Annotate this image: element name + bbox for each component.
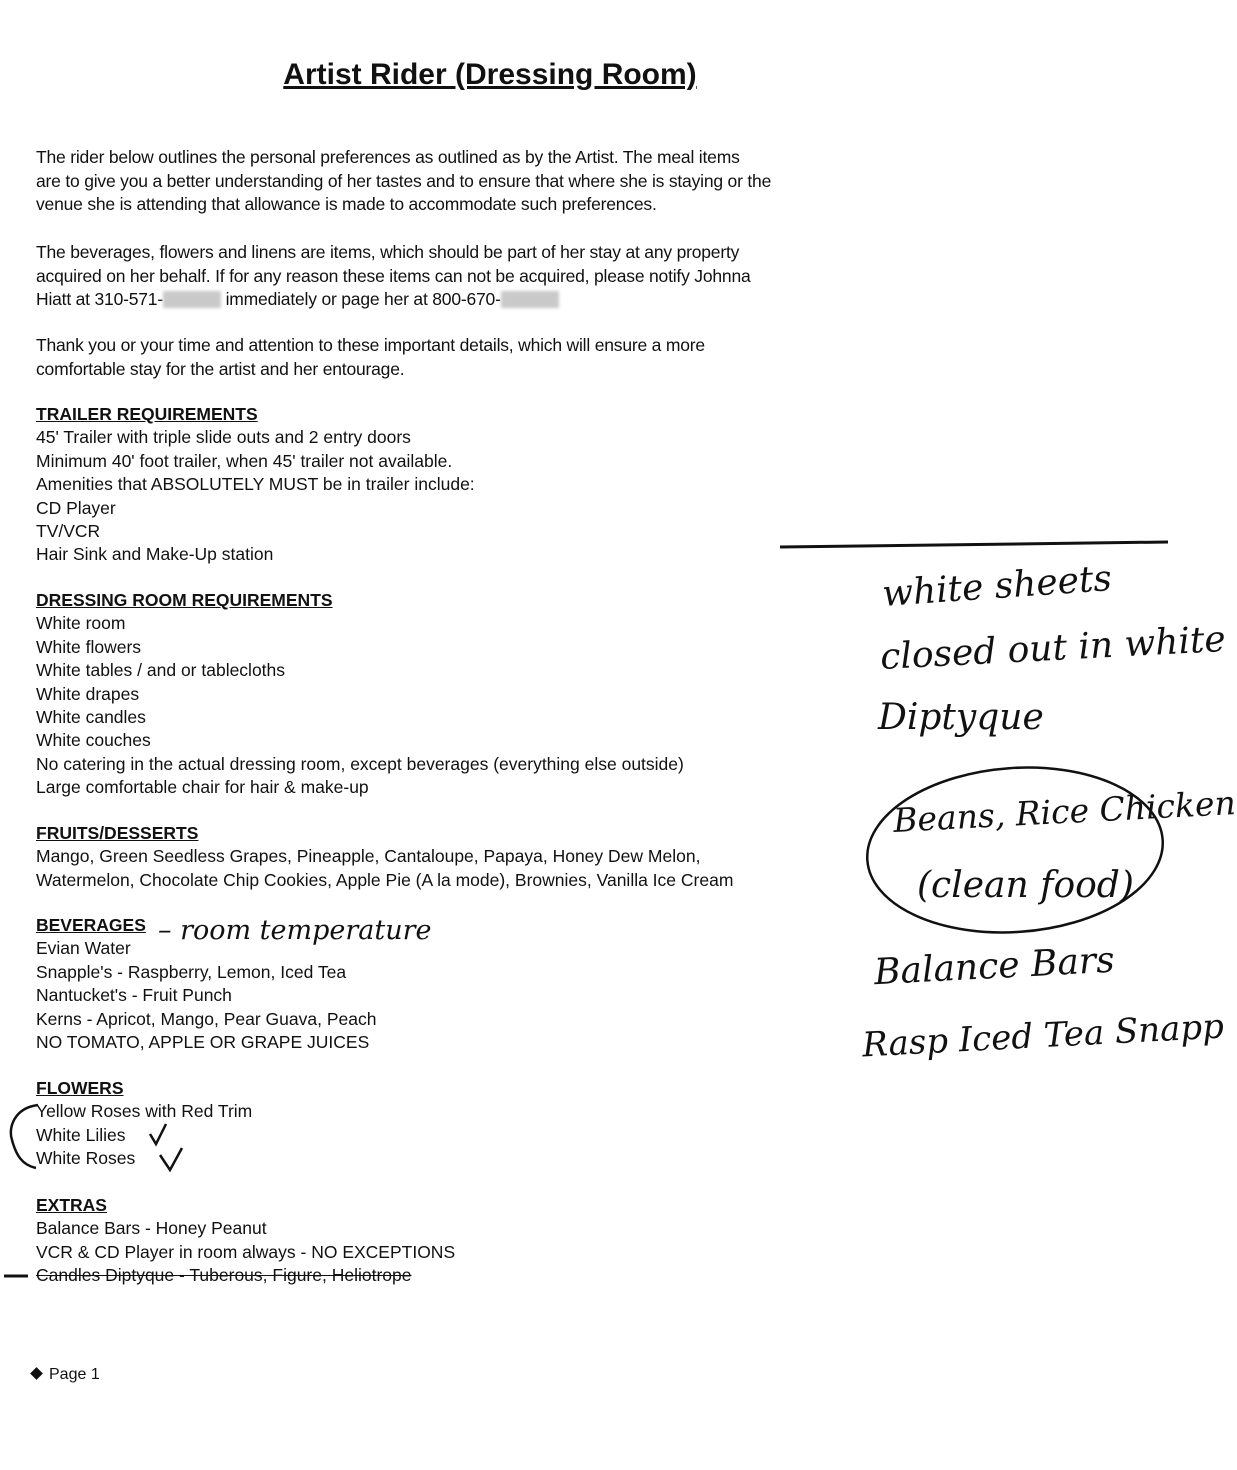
page-title: Artist Rider (Dressing Room)	[283, 58, 697, 91]
handwritten-note: Beans, Rice Chicken	[892, 783, 1237, 840]
list-item: No catering in the actual dressing room, except beverages (everything else outside)	[36, 753, 684, 774]
list-item: CD Player	[36, 497, 116, 518]
list-item: Large comfortable chair for hair & make-up	[36, 777, 369, 798]
bracket-mark	[11, 1105, 38, 1168]
list-item: TV/VCR	[36, 521, 101, 542]
section-heading: FLOWERS	[36, 1078, 124, 1098]
list-item: White candles	[36, 707, 146, 728]
handwritten-note: Rasp Iced Tea Snapp	[861, 1006, 1225, 1066]
contact-line: Hiatt at 310-571- immediately or page her at 800-670-	[36, 288, 751, 312]
intro-paragraph-3: Thank you or your time and attention to these important details, which will ensure a more comfortable stay for the artist and her entourage.	[36, 335, 705, 379]
list-item: White room	[36, 613, 126, 634]
list-item: Evian Water	[36, 938, 131, 959]
handwritten-note: white sheets	[880, 558, 1114, 615]
list-item: Amenities that ABSOLUTELY MUST be in trailer include:	[36, 474, 475, 495]
separator-line	[780, 542, 1168, 547]
handwritten-room-temperature: – room temperature	[158, 915, 432, 946]
check-mark-icon	[150, 1124, 166, 1144]
list-item: Watermelon, Chocolate Chip Cookies, Apple Pie (A la mode), Brownies, Vanilla Ice Cream	[36, 869, 734, 890]
list-item: White Lilies	[36, 1124, 126, 1145]
list-item: Hair Sink and Make-Up station	[36, 544, 274, 565]
handwritten-note: closed out in white	[879, 618, 1227, 679]
list-item: White Roses	[36, 1148, 136, 1169]
page-footer: Page 1	[32, 1366, 100, 1384]
list-item: Nantucket's - Fruit Punch	[36, 985, 232, 1006]
section-heading: TRAILER REQUIREMENTS	[36, 404, 258, 424]
section-heading: BEVERAGES	[36, 915, 146, 935]
list-item: Mango, Green Seedless Grapes, Pineapple, Cantaloupe, Papaya, Honey Dew Melon,	[36, 846, 701, 867]
list-item: Balance Bars - Honey Peanut	[36, 1218, 267, 1239]
handwritten-note: Diptyque	[878, 697, 1044, 738]
section-heading: EXTRAS	[36, 1195, 107, 1215]
intro-paragraph-1: The rider below outlines the personal preferences as outlined as by the Artist. The meal items are to give you a better understanding of her tastes and to ensure that where she is staying or the venue she is attending that allowance is made to accommodate such preferences.	[36, 147, 772, 214]
handwritten-note: (clean food)	[917, 865, 1134, 906]
list-item: NO TOMATO, APPLE OR GRAPE JUICES	[36, 1032, 370, 1053]
list-item: Minimum 40' foot trailer, when 45' trailer not available.	[36, 450, 453, 471]
list-item: White tables / and or tablecloths	[36, 660, 286, 681]
list-item: 45' Trailer with triple slide outs and 2 entry doors	[36, 427, 411, 448]
list-item: Kerns - Apricot, Mango, Pear Guava, Peach	[36, 1008, 377, 1029]
list-item: Yellow Roses with Red Trim	[36, 1101, 253, 1122]
list-item: White flowers	[36, 636, 142, 657]
check-mark-icon	[160, 1148, 182, 1170]
list-item: VCR & CD Player in room always - NO EXCEPTIONS	[36, 1241, 456, 1262]
list-item-struck: Candles Diptyque - Tuberous, Figure, Heliotrope	[36, 1265, 412, 1286]
list-item: White drapes	[36, 683, 140, 704]
handwritten-note: Balance Bars	[873, 939, 1116, 994]
section-heading: FRUITS/DESSERTS	[36, 823, 199, 843]
intro-paragraph-2: The beverages, flowers and linens are items, which should be part of her stay at any property acquired on her behalf. If for any reason these items can not be acquired, please notify Johnna Hiatt at 310-571- immediately or page her at 800-670-	[36, 241, 751, 312]
section-heading: DRESSING ROOM REQUIREMENTS	[36, 590, 333, 610]
list-item: White couches	[36, 730, 151, 751]
circle-annotation	[862, 758, 1169, 942]
list-item: Snapple's - Raspberry, Lemon, Iced Tea	[36, 961, 347, 982]
